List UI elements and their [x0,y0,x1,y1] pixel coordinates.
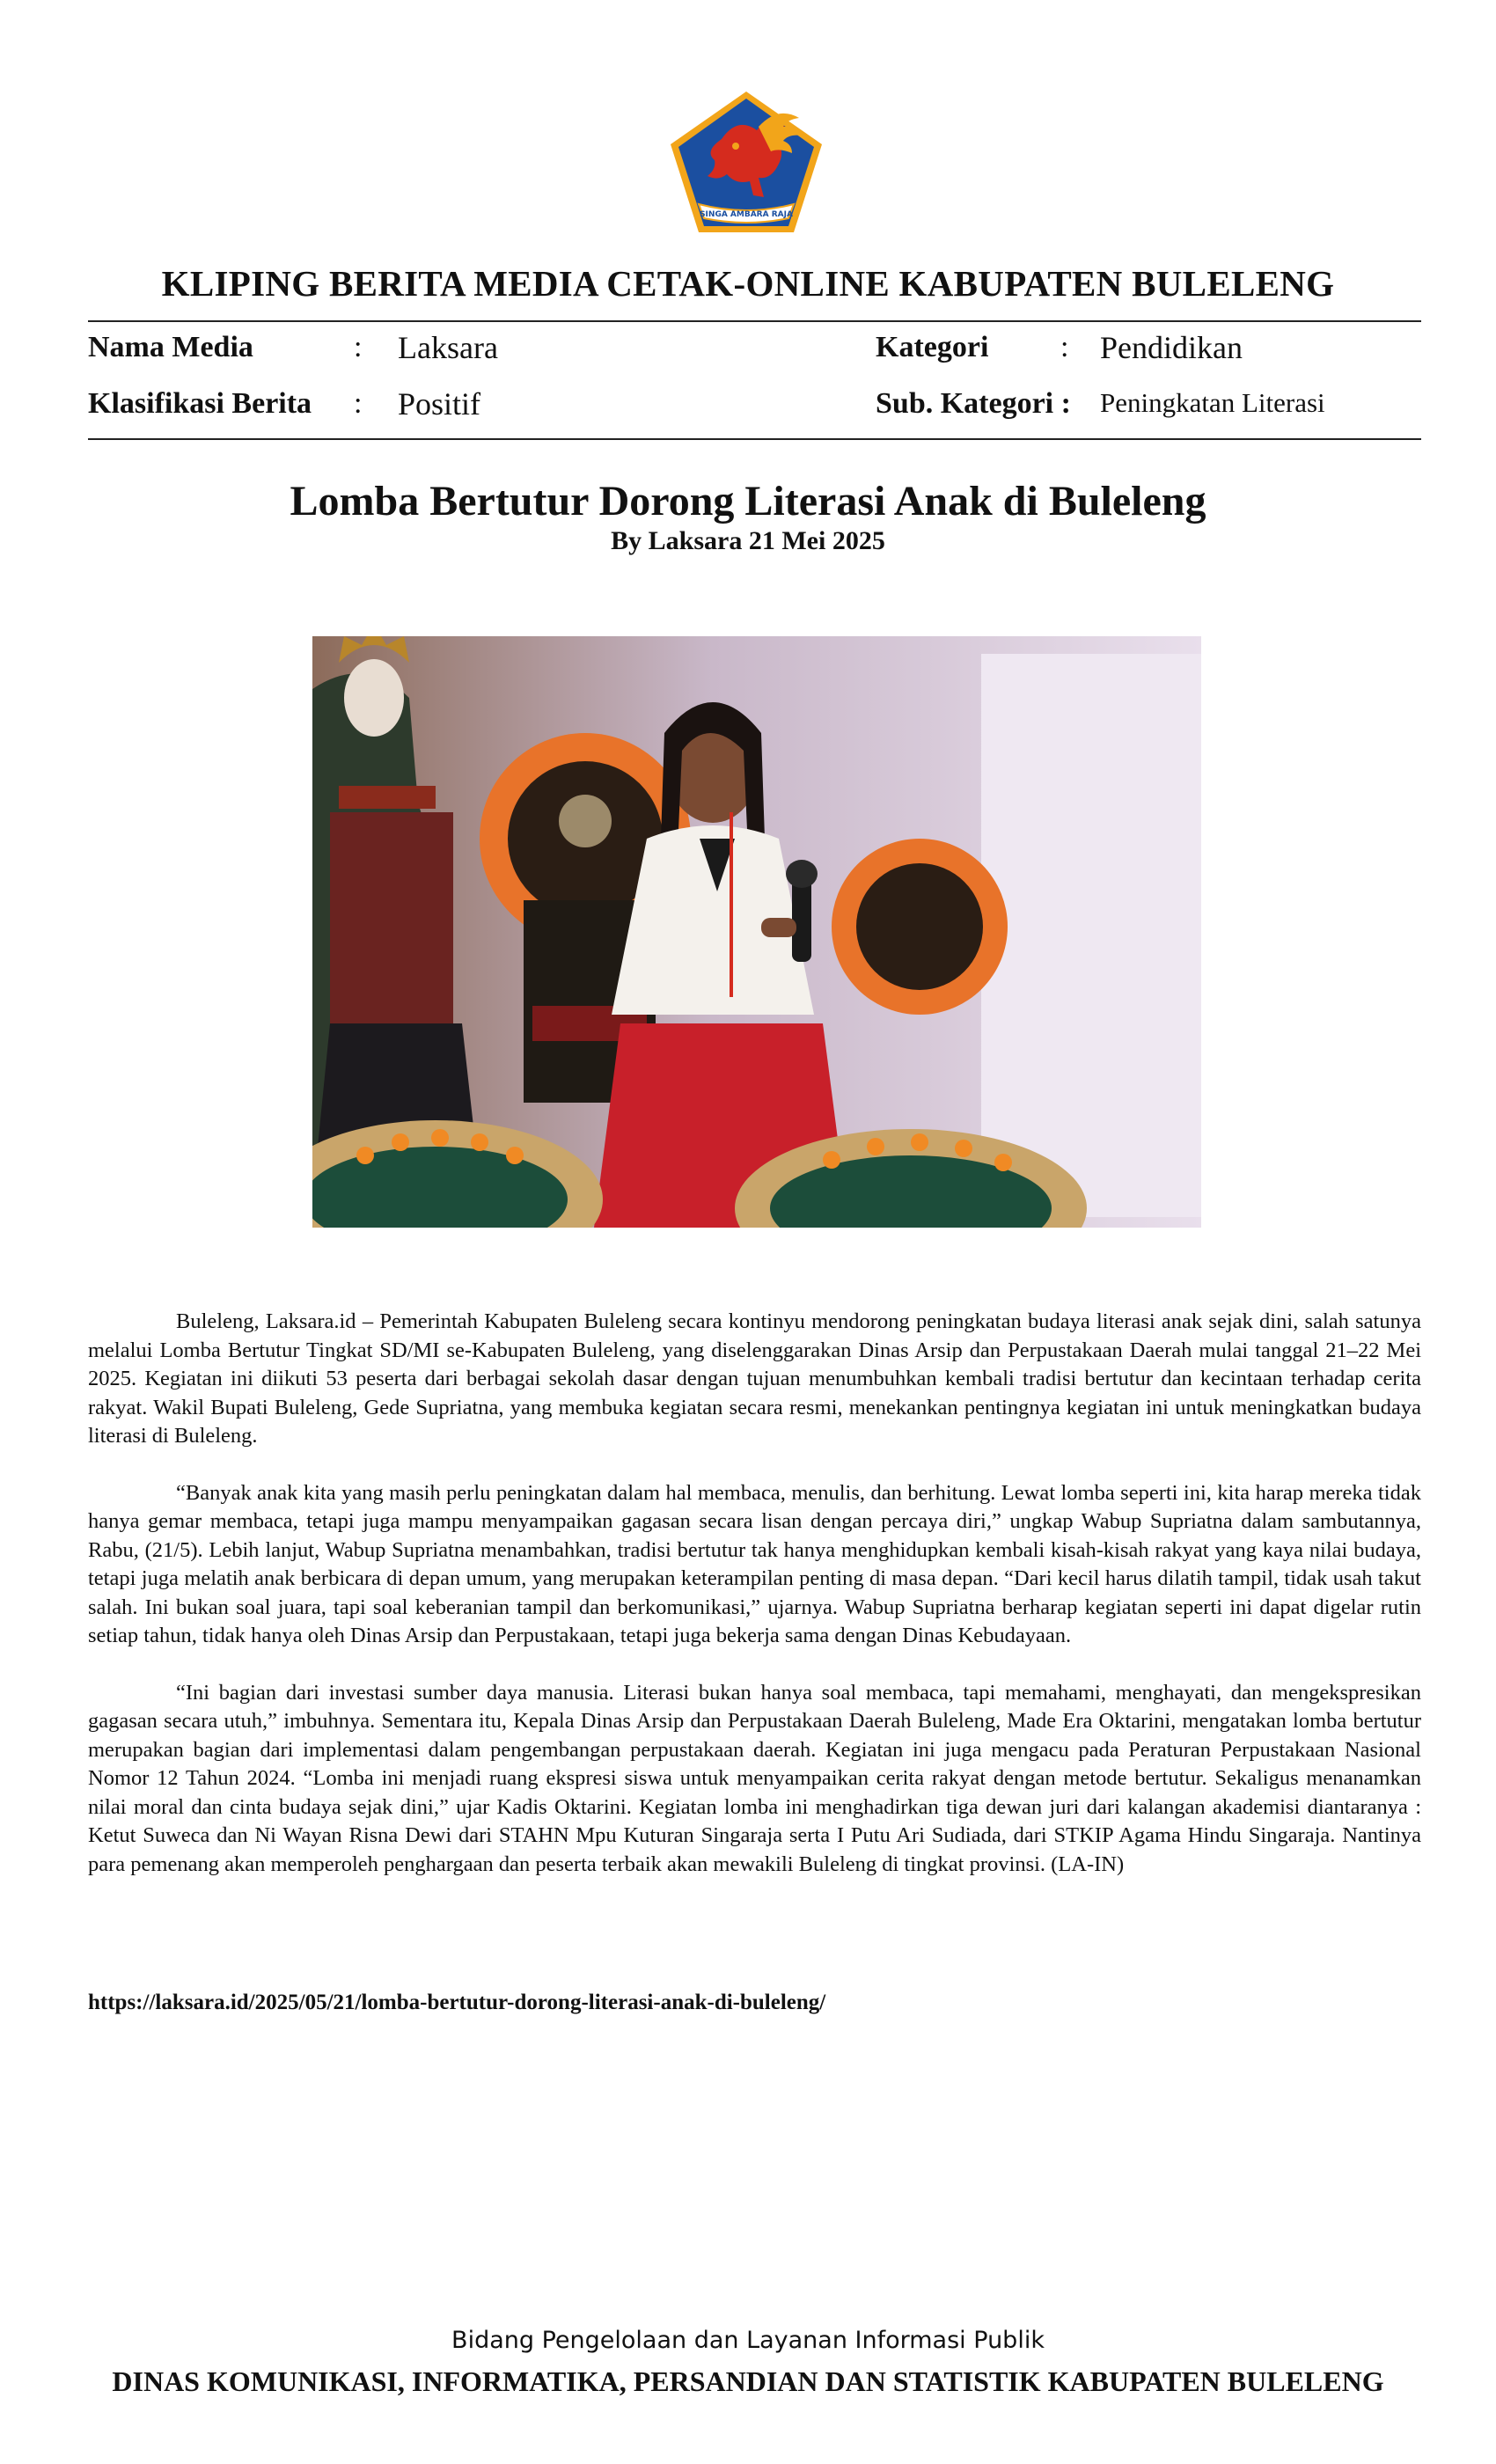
subkategori-label: Sub. Kategori : [876,387,1071,420]
klasifikasi-value: Positif [398,386,481,422]
klasifikasi-label: Klasifikasi Berita [88,387,312,420]
article-paragraph-2: “Banyak anak kita yang masih perlu peningkatan dalam hal membaca, menulis, dan berhitung. Lewat lomba seperti ini, kita harap mereka tidak hanya gemar membaca, tetapi juga mampu menyampaikan gagasan secara lisan dengan percaya diri,” ungkap Wabup Supriatna dalam sambutannya, Rabu, (21/5). Lebih lanjut, Wabup Supriatna menambahkan, tradisi bertutur tak hanya menghidupkan kembali kisah-kisah rakyat yang kaya nilai budaya, tetapi juga melatih anak berbicara di depan umum, yang merupakan keterampilan penting di masa depan. “Dari kecil harus dilatih tampil, tidak usah takut salah. Ini bukan soal juara, tapi soal keberanian tampil dan berkomunikasi,” ujarnya. Wabup Supriatna berharap kegiatan seperti ini dapat digelar rutin setiap tahun, tidak hanya oleh Dinas Arsip dan Perpustakaan, tetapi juga bekerja sama dengan Dinas Kebudayaan. [88,1480,1421,1647]
kategori-label: Kategori [876,331,989,363]
media-value: Laksara [398,330,498,365]
article-body [88,1308,1421,1907]
kategori-colon: : [1060,331,1069,363]
article-paragraph-1: Buleleng, Laksara.id – Pemerintah Kabupaten Buleleng secara kontinyu mendorong peningkatan budaya literasi anak sejak dini, salah satunya melalui Lomba Bertutur Tingkat SD/MI se-Kabupaten Buleleng, yang diselenggarakan Dinas Arsip dan Perpustakaan Daerah mulai tanggal 21–22 Mei 2025. Kegiatan ini diikuti 53 peserta dari berbagai sekolah dasar dengan tujuan menumbuhkan kembali tradisi bertutur dan kecintaan terhadap cerita rakyat. Wakil Bupati Buleleng, Gede Supriatna, yang membuka kegiatan secara resmi, menekankan pentingnya kegiatan ini untuk meningkatkan budaya literasi di Buleleng. [88,1309,1421,1448]
kabupaten-buleleng-logo [667,88,825,236]
subkategori-value: Peningkatan Literasi [1100,387,1325,418]
media-colon: : [354,331,363,363]
media-label: Nama Media [88,331,253,363]
source-url-link[interactable]: https://laksara.id/2025/05/21/lomba-bertutur-dorong-literasi-anak-di-buleleng/ [88,1991,826,2014]
footer-subtitle: Bidang Pengelolaan dan Layanan Informasi Publik [451,2327,1045,2354]
kategori-value: Pendidikan [1100,330,1243,365]
header-bottom-rule [88,438,1421,440]
article-byline: By Laksara 21 Mei 2025 [611,526,885,555]
svg-text:SINGA AMBARA RAJA: SINGA AMBARA RAJA [700,210,793,219]
article-title: Lomba Bertutur Dorong Literasi Anak di Buleleng [290,478,1206,524]
footer-organization: DINAS KOMUNIKASI, INFORMATIKA, PERSANDIAN DAN STATISTIK KABUPATEN BULELENG [112,2365,1384,2397]
article-photo [312,636,1201,1228]
header-top-rule [88,320,1421,322]
article-paragraph-3: “Ini bagian dari investasi sumber daya manusia. Literasi bukan hanya soal membaca, tapi memahami, menghayati, dan mengekspresikan gagasan secara utuh,” imbuhnya. Sementara itu, Kepala Dinas Arsip dan Perpustakaan Daerah Buleleng, Made Era Oktarini, mengatakan lomba bertutur merupakan bagian dari implementasi dalam pengembangan perpustakaan daerah. Kegiatan ini juga mengacu pada Peraturan Perpustakaan Nasional Nomor 12 Tahun 2024. “Lomba ini menjadi ruang ekspresi siswa untuk menyampaikan cerita rakyat dengan metode bertutur. Sekaligus menanamkan nilai moral dan cinta budaya sejak dini,” ujar Kadis Oktarini. Kegiatan lomba ini menghadirkan tiga dewan juri dari kalangan akademisi diantaranya : Ketut Suweca dan Ni Wayan Risna Dewi dari STAHN Mpu Kuturan Singaraja serta I Putu Ari Sudiada, dari STKIP Agama Hindu Singaraja. Nantinya para pemenang akan memperoleh penghargaan dan peserta terbaik akan mewakili Buleleng di tingkat provinsi. (LA-IN) [88,1680,1421,1876]
klasifikasi-colon: : [354,387,363,420]
kliping-header-title: KLIPING BERITA MEDIA CETAK-ONLINE KABUPATEN BULELENG [161,263,1335,304]
